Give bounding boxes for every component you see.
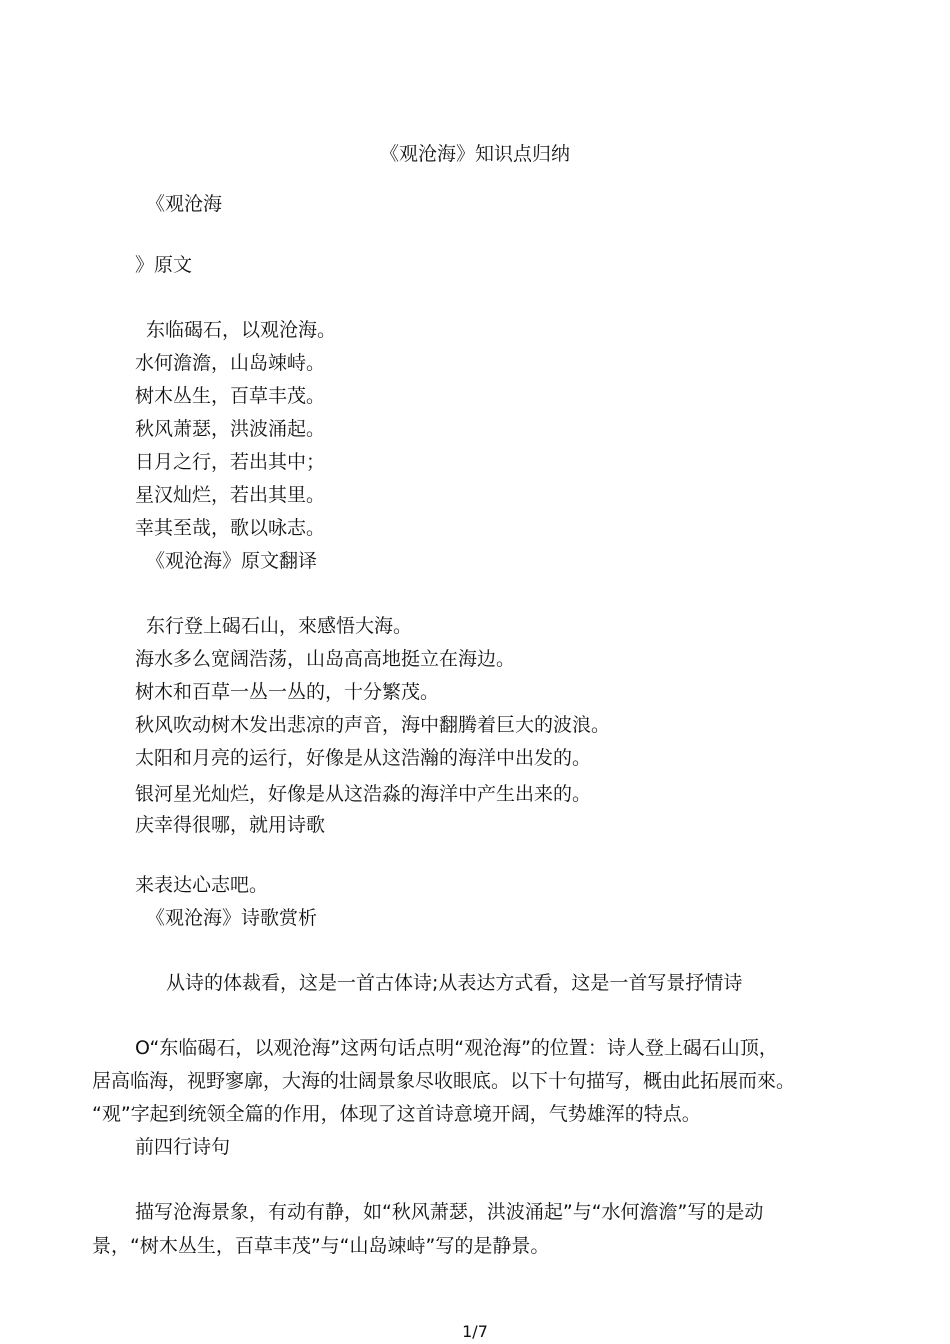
- translation-line: 太阳和月亮的运行，好像是从这浩瀚的海洋中出发的。: [135, 747, 592, 769]
- poem-line: 幸其至哉，歌以咏志。: [135, 517, 326, 539]
- section-heading-appreciation: 《观沧海》诗歌赏析: [146, 907, 318, 929]
- paragraph-line: O“东临碣石，以观沧海”这两句话点明“观沧海”的位置：诗人登上碣石山顶，: [135, 1037, 778, 1059]
- translation-line: 来表达心志吧。: [135, 874, 269, 896]
- poem-line: 东临碣石，以观沧海。: [146, 319, 337, 341]
- paragraph-line: “观”字起到统领全篇的作用，体现了这首诗意境开阔，气势雄浑的特点。: [92, 1103, 701, 1125]
- poem-line: 日月之行，若出其中；: [135, 451, 326, 473]
- poem-line: 树木丛生，百草丰茂。: [135, 385, 326, 407]
- translation-line: 银河星光灿烂，好像是从这浩淼的海洋中产生出来的。: [135, 783, 592, 805]
- translation-line: 东行登上碣石山，來感悟大海。: [146, 615, 413, 637]
- paragraph-line: 居高临海，视野寥廓，大海的壮阔景象尽收眼底。以下十句描写，概由此拓展而來。: [92, 1070, 796, 1092]
- page-number: 1/7: [462, 1322, 488, 1341]
- translation-line: 海水多么宽阔浩荡，山岛高高地挺立在海边。: [135, 648, 516, 670]
- translation-line: 树木和百草一丛一丛的，十分繁茂。: [135, 681, 440, 703]
- document-title: 《观沧海》知识点归纳: [379, 143, 570, 165]
- section-heading-first-four-lines: 前四行诗句: [135, 1136, 231, 1158]
- section-heading-translation: 《观沧海》原文翻译: [146, 550, 318, 572]
- poem-line: 水何澹澹，山岛竦峙。: [135, 352, 326, 374]
- poem-line: 星汉灿烂，若出其里。: [135, 484, 326, 506]
- genre-statement: 从诗的体裁看，这是一首古体诗;从表达方式看，这是一首写景抒情诗: [166, 972, 743, 994]
- translation-line: 秋风吹动树木发出悲凉的声音，海中翻腾着巨大的波浪。: [135, 714, 611, 736]
- section-heading-original-part1: 《观沧海: [146, 193, 223, 215]
- paragraph-line: 景，“树木丛生，百草丰茂”与“山岛竦峙”写的是静景。: [92, 1235, 550, 1257]
- paragraph-line: 描写沧海景象，有动有静，如“秋风萧瑟，洪波涌起”与“水何澹澹”写的是动: [135, 1201, 764, 1223]
- translation-line: 庆幸得很哪，就用诗歌: [135, 814, 326, 836]
- poem-line: 秋风萧瑟，洪波涌起。: [135, 418, 326, 440]
- section-heading-original-part2: 》原文: [135, 254, 193, 276]
